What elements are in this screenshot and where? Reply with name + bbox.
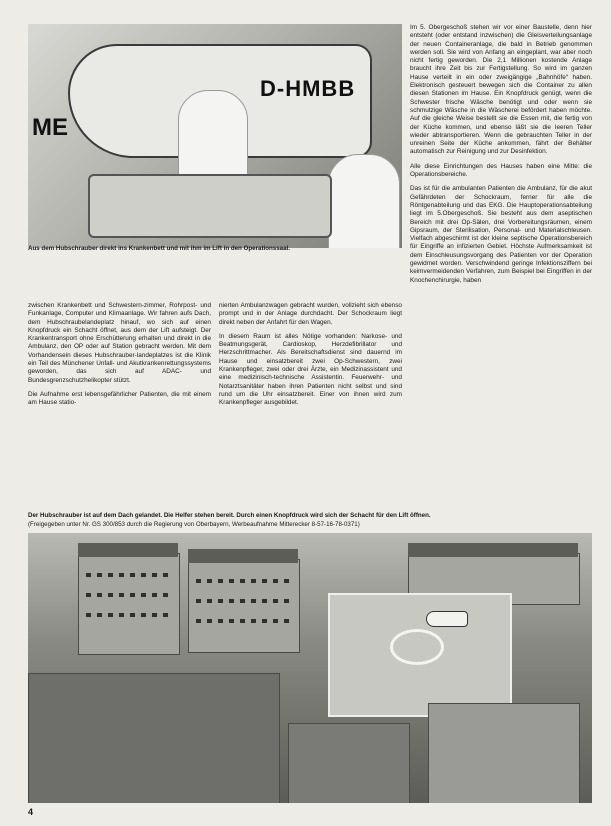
building-roof bbox=[188, 549, 298, 563]
text-column-middle bbox=[219, 302, 402, 498]
left-paragraph-2: Die Aufnahme erst lebensgefährlicher Patienten, die mit einem am Hause statio- bbox=[28, 390, 211, 407]
text-column-right bbox=[410, 24, 592, 500]
window-row bbox=[86, 613, 172, 617]
middle-paragraph-1: nierten Ambulanzwagen gebracht wurden, vollzieht sich ebenso prompt und in der Anlage durchdacht. Der Schockraum liegt direkt neben der Anfahrt für den Wagen. bbox=[219, 302, 402, 326]
lower-roof bbox=[28, 673, 280, 803]
right-paragraph-3: Das ist für die ambulanten Patienten die Ambulanz, für die akut Gefährdeten der Schockraum, ferner für alle die Röntgenabteilung und das EKG. Die Hauptoperationsabteilung liegt im 5.Obergeschoß. Sie besteht aus dem aseptischen Bereich mit drei Op-Sälen, drei Vorbereitungsräumen, einem Gipsraum, der Sterilisation, Personal- und Materialschleusen. Vielfach abgeschirmt ist der kleine septische Operationsbereich für Eingriffe an infizierten Gebiet. Höchste Aufmerksamkeit ist dem Einschleusungsvorgang des Patienten vor der Operation gewidmet worden. Verschwindend geringe Infektionsziffern bei keimvermeidenden Verfahren, zum Beispiel bei Eingriffen in der Knochenchirurgie, haben bbox=[410, 185, 592, 284]
building bbox=[78, 553, 180, 655]
window-row bbox=[86, 573, 172, 577]
text-column-left bbox=[28, 302, 211, 498]
left-paragraph-1: zwischen Krankenbett und Schwestern-zimmer, Rohrpost- und Funkanlage, Computer und Klimaanlage. Wir fahren aufs Dach, dem Hubschraubelandeplatz hinauf, wo sich auf einen Knopfdruck ein Schacht öffnet, aus dem der Lift aufsteigt. Der Krankentransport ohne Erschütterung erhalten und direkt in die Ambulanz, den OP oder auf Station gebracht werden. Mit dem Vorhandensein dieses Hubschrauber-landeplatzes ist die Klinik ein Teil des Münchener Unfall- und Akutkrankenrettungssystems geworden, das sich auf ADAC- und Bundesgrenzschutzhelikopter stützt. bbox=[28, 302, 211, 384]
bottom-photo-caption: Der Hubschrauber ist auf dem Dach gelandet. Die Helfer stehen bereit. Durch einen Knopfdruck wird sich der Schacht für den Lift öffnen. bbox=[28, 512, 431, 519]
bottom-photo-subcaption: (Freigegeben unter Nr. GS 300/853 durch die Regierung von Oberbayern, Werbeaufnahme Mitterecker 8-57-16-78-0371) bbox=[28, 521, 360, 528]
helipad-marking bbox=[390, 629, 444, 665]
middle-paragraph-2: In diesem Raum ist alles Nötige vorhanden: Narkose- und Beatmungsgerät, Cardioskop, Herzdefibrillator und Herzschrittmacher. Als Bereitschaftsdienst sind dauernd im Hause und einsatzbereit zwei Op-Schwestern, zwei Krankenpfleger, zwei oder drei Ärzte, ein Medizinassistent und eine medizinisch-technische Assistentin. Feuerwehr- und Notarztsanitäter haben ihren Patienten nicht selbst und sind rund um die Uhr einsatzbereit. Einer von ihnen wird zum Krankenpfleger ausgebildet. bbox=[219, 332, 402, 407]
right-paragraph-1: Im 5. Obergeschoß stehen wir vor einer Baustelle, denn hier entsteht (oder entstand inzwischen) die Gleisverteilungsanlage der neuen Containeranlage, die bald in Betrieb genommen werden soll. Sie wird von Anfang an eingeplant, war aber noch nicht fertig geworden. Die 2,1 Millionen kostende Anlage braucht ihre Zeit bis zur Fertigstellung. So wird im ganzen Hause verteilt in ein oder zweigängige „Bahnhöfe“ haben. Elektronisch gesteuert bewegen sich die Container zu allen diesen Stationen im Hause. Ein Knopfdruck genügt, wenn die Schwester frische Wäsche benötigt und oder wenn sie schmutzige Wäsche in die Wäscherei befördert haben möchte. Auf die gleiche Weise bestellt sie die Essen mit, die fertig von der Küche kommen, und ebenso läßt sie die leeren Teller wieder abtransportieren. Wenn die gebrauchten Teller in der unreinen Seite der Küche ankommen, fährt der Behälter automatisch zur Reinigung und zur Desinfektion. bbox=[410, 24, 592, 156]
helicopter-logo: ME bbox=[32, 114, 68, 141]
stretcher bbox=[88, 174, 332, 238]
courtyard bbox=[288, 723, 410, 803]
helicopter-registration: D-HMBB bbox=[260, 76, 356, 101]
building-roof bbox=[78, 543, 178, 557]
top-photo-caption: Aus dem Hubschrauber direkt ins Krankenbett und mit ihm im Lift in den Operationssaal. bbox=[28, 245, 290, 252]
rooftop-structure bbox=[428, 703, 580, 803]
window-row bbox=[196, 579, 292, 583]
building-roof bbox=[408, 543, 578, 557]
building bbox=[188, 559, 300, 653]
rooftop-aerial-photo bbox=[28, 533, 592, 803]
right-paragraph-2: Alle diese Einrichtungen des Hauses haben eine Mitte: die Operationsbereiche. bbox=[410, 162, 592, 179]
page-number: 4 bbox=[28, 807, 34, 817]
window-row bbox=[86, 593, 172, 597]
window-row bbox=[196, 599, 292, 603]
helicopter-photo bbox=[28, 24, 402, 248]
helper-figure bbox=[328, 154, 400, 248]
window-row bbox=[196, 619, 292, 623]
helicopter-on-roof bbox=[426, 611, 468, 627]
